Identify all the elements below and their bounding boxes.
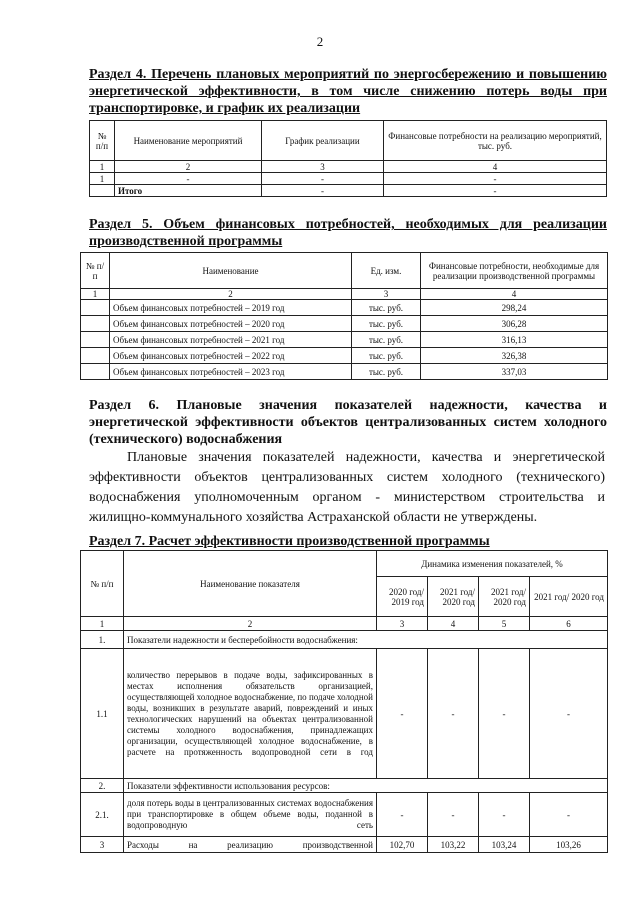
- s4-header-schedule: График реализации: [262, 121, 384, 161]
- s4-index-2: 2: [115, 161, 262, 173]
- s7-index-3: 3: [377, 617, 428, 631]
- s7-period-3: 2021 год/ 2020 год: [479, 577, 530, 617]
- s5-row-name: Объем финансовых потребностей – 2019 год: [110, 300, 352, 316]
- s7-index-4: 4: [428, 617, 479, 631]
- s7-row3-v4: 103,26: [530, 837, 608, 853]
- s7-row2-1-v3: -: [479, 793, 530, 837]
- s7-row3-v2: 103,22: [428, 837, 479, 853]
- s7-row2-1-num: 2.1.: [81, 793, 124, 837]
- s5-row-num: [81, 316, 110, 332]
- s7-header-num: № п/п: [81, 551, 124, 617]
- table-row-total: [90, 185, 607, 197]
- s4-total-num: [90, 185, 115, 197]
- s4-header-num: № п/п: [90, 121, 115, 161]
- table-row: [81, 300, 608, 316]
- s4-index-1: 1: [90, 161, 115, 173]
- s4-total-schedule: -: [262, 185, 384, 197]
- s4-total-label: Итого: [115, 185, 262, 197]
- s7-group2-label: Показатели эффективности использования ресурсов:: [124, 779, 608, 793]
- s7-row3-text: Расходы на реализацию производственной: [124, 837, 377, 853]
- s5-row-unit: тыс. руб.: [352, 300, 421, 316]
- section7-table: [80, 550, 608, 853]
- s7-row1-1-v1: -: [377, 649, 428, 779]
- section7-title: Раздел 7. Расчет эффективности производственной программы: [89, 534, 490, 549]
- s7-index-1: 1: [81, 617, 124, 631]
- s7-group1-label: Показатели надежности и бесперебойности водоснабжения:: [124, 631, 608, 649]
- table-row: [81, 348, 608, 364]
- s5-row-value: 306,28: [421, 316, 608, 332]
- s5-row-unit: тыс. руб.: [352, 316, 421, 332]
- s5-header-unit: Ед. изм.: [352, 253, 421, 289]
- s7-row1-1-v4: -: [530, 649, 608, 779]
- section4-title: Раздел 4. Перечень плановых мероприятий по энергосбережению и повышению энергетической эффективности, в том числе снижению потерь воды при транспортировке, и график их реализации: [89, 67, 607, 116]
- s5-row-num: [81, 364, 110, 380]
- s4-header-name: Наименование мероприятий: [115, 121, 262, 161]
- s5-row-name: Объем финансовых потребностей – 2022 год: [110, 348, 352, 364]
- s7-row3-v1: 102,70: [377, 837, 428, 853]
- s5-header-name: Наименование: [110, 253, 352, 289]
- s4-index-3: 3: [262, 161, 384, 173]
- s4-row1-name: -: [115, 173, 262, 185]
- s7-row2-1-v1: -: [377, 793, 428, 837]
- table-row: [81, 332, 608, 348]
- s7-period-1: 2020 год/ 2019 год: [377, 577, 428, 617]
- s7-row1-1-num: 1.1: [81, 649, 124, 779]
- s7-index-2: 2: [124, 617, 377, 631]
- s7-period-4: 2021 год/ 2020 год: [530, 577, 608, 617]
- section4-table: [89, 120, 607, 197]
- section6-paragraph: Плановые значения показателей надежности, качества и энергетической эффективности объектов централизованных систем холодного (технического) водоснабжения уполномоченным органом - министерством строительства и жилищно-коммунального хозяйства Астраханской области не утверждены.: [89, 450, 605, 525]
- s7-group2-num: 2.: [81, 779, 124, 793]
- s5-row-name: Объем финансовых потребностей – 2021 год: [110, 332, 352, 348]
- table-row: [81, 793, 608, 837]
- s7-row1-1-text: количество перерывов в подаче воды, зафиксированных в местах исполнения обязательств организацией, осуществляющей холодное водоснабжение, по подаче холодной воды, возникших в результате аварий, повреждений и иных технологических нарушений на объектах централизованной системы холодного водоснабжения, принадлежащих организации, осуществляющей холодное водоснабжение, в расчете на протяженность водопроводной сети в год: [124, 649, 377, 779]
- table-row: [81, 649, 608, 779]
- s5-row-value: 316,13: [421, 332, 608, 348]
- table-row: [81, 837, 608, 853]
- s5-row-value: 326,38: [421, 348, 608, 364]
- s5-row-name: Объем финансовых потребностей – 2020 год: [110, 316, 352, 332]
- s5-row-unit: тыс. руб.: [352, 348, 421, 364]
- s5-index-1: 1: [81, 289, 110, 300]
- s5-row-unit: тыс. руб.: [352, 332, 421, 348]
- s7-row2-1-text: доля потерь воды в централизованных системах водоснабжения при транспортировке в общем объеме воды, поданной в водопроводную сеть: [124, 793, 377, 837]
- s7-index-5: 5: [479, 617, 530, 631]
- table-row: [81, 316, 608, 332]
- s7-header-dynamics: Динамика изменения показателей, %: [377, 551, 608, 577]
- s7-row3-v3: 103,24: [479, 837, 530, 853]
- s5-index-4: 4: [421, 289, 608, 300]
- s5-header-num: № п/п: [81, 253, 110, 289]
- s7-period-2: 2021 год/ 2020 год: [428, 577, 479, 617]
- page-number: 2: [316, 34, 324, 49]
- s7-row2-1-v2: -: [428, 793, 479, 837]
- table-row: [81, 364, 608, 380]
- s4-row1-finance: -: [384, 173, 607, 185]
- s7-index-6: 6: [530, 617, 608, 631]
- s7-row3-num: 3: [81, 837, 124, 853]
- s5-row-num: [81, 332, 110, 348]
- s5-row-unit: тыс. руб.: [352, 364, 421, 380]
- section6-title: Раздел 6. Плановые значения показателей надежности, качества и энергетической эффективности объектов централизованных систем холодного (технического) водоснабжения: [89, 398, 607, 447]
- s5-row-num: [81, 300, 110, 316]
- s5-index-3: 3: [352, 289, 421, 300]
- s4-header-finance: Финансовые потребности на реализацию мероприятий, тыс. руб.: [384, 121, 607, 161]
- section5-table: [80, 252, 608, 380]
- s7-row1-1-v2: -: [428, 649, 479, 779]
- table-row: [90, 173, 607, 185]
- s7-group1-num: 1.: [81, 631, 124, 649]
- s4-total-finance: -: [384, 185, 607, 197]
- s4-row1-schedule: -: [262, 173, 384, 185]
- s5-row-value: 337,03: [421, 364, 608, 380]
- s7-row2-1-v4: -: [530, 793, 608, 837]
- s5-index-2: 2: [110, 289, 352, 300]
- s7-row1-1-v3: -: [479, 649, 530, 779]
- s5-row-num: [81, 348, 110, 364]
- section5-title: Раздел 5. Объем финансовых потребностей, необходимых для реализации производственной программы: [89, 217, 607, 249]
- s5-header-finance: Финансовые потребности, необходимые для реализации производственной программы: [421, 253, 608, 289]
- s5-row-value: 298,24: [421, 300, 608, 316]
- s7-header-name: Наименование показателя: [124, 551, 377, 617]
- s5-row-name: Объем финансовых потребностей – 2023 год: [110, 364, 352, 380]
- s4-row1-num: 1: [90, 173, 115, 185]
- s4-index-4: 4: [384, 161, 607, 173]
